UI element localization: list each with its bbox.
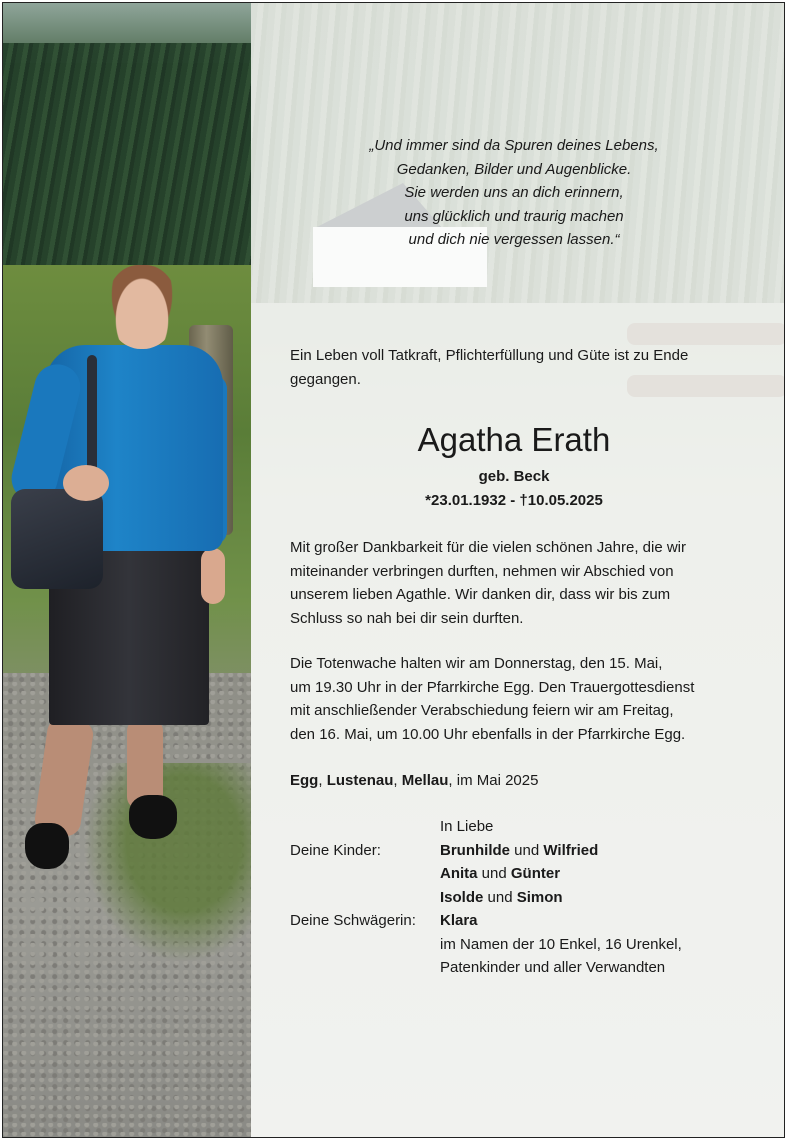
signature-block xyxy=(290,815,738,980)
quote-line: „Und immer sind da Spuren deines Lebens, xyxy=(369,137,659,154)
signature-row xyxy=(290,956,738,980)
closing-line: Patenkinder und aller Verwandten xyxy=(440,959,666,976)
intro-text: Ein Leben voll Tatkraft, Pflichterfüllung und Güte ist zu Ende gegangen. xyxy=(290,347,689,388)
deceased-name: Agatha Erath xyxy=(417,421,611,458)
gratitude-paragraph xyxy=(290,536,738,630)
portrait-photo xyxy=(3,3,251,1137)
greeting: In Liebe xyxy=(440,818,494,835)
memorial-quote xyxy=(290,134,738,252)
separator: , xyxy=(318,772,327,789)
woman-hand-right xyxy=(201,548,225,604)
partner-name: Simon xyxy=(516,888,563,906)
quote-line: Sie werden uns an dich erinnern, xyxy=(404,184,624,201)
photo-forest xyxy=(3,43,251,273)
paragraph-line: Die Totenwache halten wir am Donnerstag, den 15. Mai, xyxy=(290,655,663,672)
signature-row xyxy=(290,933,738,957)
photo-grass xyxy=(83,763,251,963)
quote-line: Gedanken, Bilder und Augenblicke. xyxy=(396,160,632,178)
woman-shoe-right xyxy=(129,795,177,839)
child-name: Anita xyxy=(440,865,478,882)
child-name: Brunhilde xyxy=(440,841,510,859)
handbag xyxy=(11,489,103,589)
children-couple xyxy=(440,886,563,910)
children-couple xyxy=(440,839,598,863)
signature-row xyxy=(290,839,738,863)
paragraph-line: mit anschließender Verabschiedung feiern wir am Freitag, xyxy=(290,702,674,719)
paragraph-line: unserem lieben Agathle. Wir danken dir, dass wir bis zum xyxy=(290,586,671,603)
separator: , xyxy=(393,772,402,789)
signature-row xyxy=(290,862,738,886)
child-name: Isolde xyxy=(440,888,484,906)
quote-line: und dich nie vergessen lassen.“ xyxy=(408,231,620,248)
service-paragraph xyxy=(290,652,738,746)
closing-line: im Namen der 10 Enkel, 16 Urenkel, xyxy=(440,935,682,953)
sister-in-law-name xyxy=(440,909,478,933)
birth-name: geb. Beck xyxy=(478,468,550,485)
obituary-text xyxy=(290,0,738,1134)
conjunction: und xyxy=(510,841,544,859)
date-suffix: , im Mai 2025 xyxy=(448,772,539,789)
quote-line: uns glücklich und traurig machen xyxy=(404,207,624,225)
place-and-date xyxy=(290,769,538,793)
children-couple xyxy=(440,862,560,886)
paragraph-line: Schluss so nah bei dir sein durften. xyxy=(290,609,524,627)
conjunction: und xyxy=(483,888,517,906)
partner-name: Günter xyxy=(510,865,561,882)
place-name: Egg xyxy=(290,772,319,789)
life-dates: *23.01.1932 - †10.05.2025 xyxy=(425,492,603,509)
signature-row xyxy=(290,909,738,933)
signature-row xyxy=(290,815,738,839)
paragraph-line: miteinander verbringen durften, nehmen wir Abschied von xyxy=(290,562,674,580)
woman-head xyxy=(107,265,177,349)
signature-row xyxy=(290,886,738,910)
paragraph-line: den 16. Mai, um 10.00 Uhr ebenfalls in der Pfarrkirche Egg. xyxy=(290,725,686,743)
place-name: Mellau xyxy=(401,772,449,789)
paragraph-line: Mit großer Dankbarkeit für die vielen schönen Jahre, die wir xyxy=(290,539,687,556)
woman-shoe-left xyxy=(25,823,69,869)
woman-hand-left xyxy=(63,465,109,501)
sister-in-law: Klara xyxy=(440,912,478,929)
conjunction: und xyxy=(477,865,511,882)
place-name: Lustenau xyxy=(326,772,394,789)
paragraph-line: um 19.30 Uhr in der Pfarrkirche Egg. Den Trauergottesdienst xyxy=(290,678,695,696)
sister-in-law-label: Deine Schwägerin: xyxy=(290,912,416,929)
children-label: Deine Kinder: xyxy=(290,841,381,859)
partner-name: Wilfried xyxy=(543,841,599,859)
